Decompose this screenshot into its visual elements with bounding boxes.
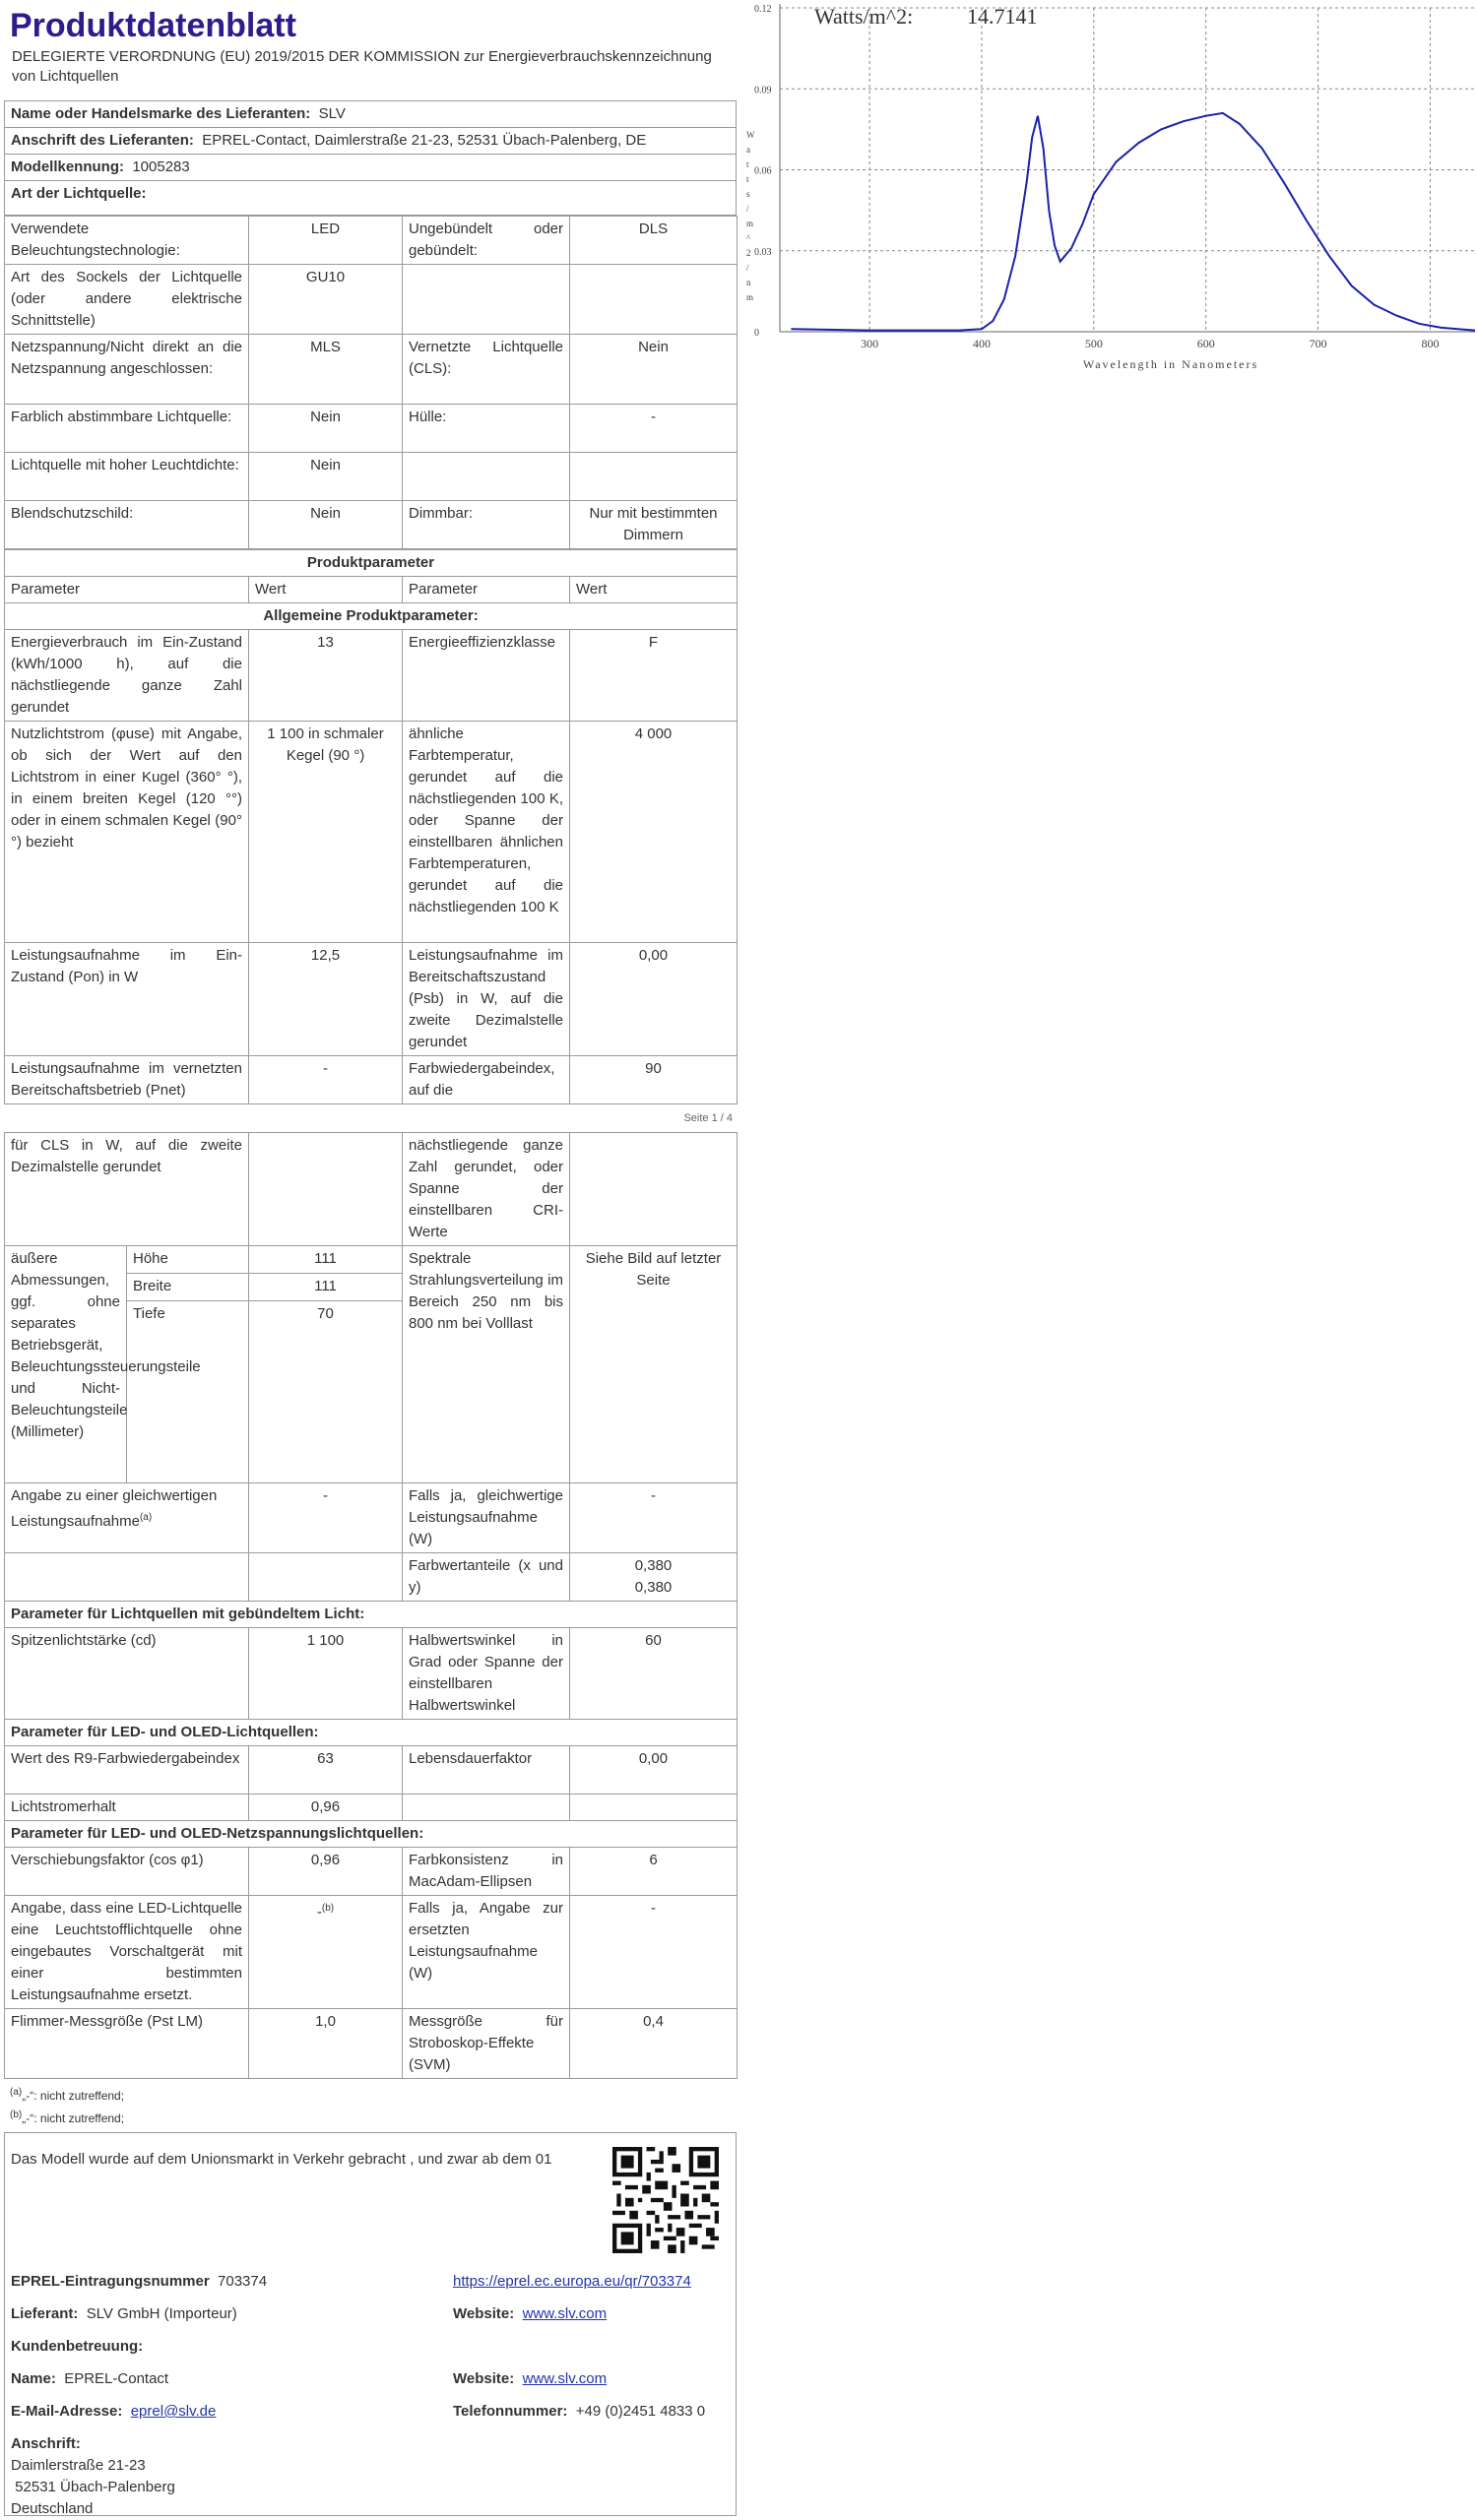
param-label (5, 1553, 249, 1602)
y-tick-label: 0 (754, 328, 759, 339)
param-label: Energieverbrauch im Ein-Zustand (kWh/1000 h), auf die nächstliegende ganze Zahl gerundet (5, 630, 249, 722)
param-value: 63 (249, 1746, 403, 1795)
address-line-2: 52531 Übach-Palenberg (11, 2479, 175, 2495)
param-label: ähnliche Farbtemperatur, gerundet auf die nächstliegenden 100 K, oder Spanne der einstellbaren ähnlichen Farbtemperaturen, gerundet auf die nächstliegenden 100 K (403, 722, 570, 943)
table-row (5, 265, 738, 335)
param-value (570, 1133, 738, 1246)
param-label: Leistungsaufnahme im Ein-Zustand (Pon) in W (5, 943, 249, 1056)
x-tick-label: 800 (1421, 337, 1440, 350)
spectral-value: Siehe Bild auf letzter Seite (570, 1246, 738, 1483)
column-header: Wert (249, 577, 403, 603)
dimensions-label: äußere Abmessungen, ggf. ohne separates Betriebsgerät, Beleuchtungssteuerungsteile und Nicht-Beleuchtungsteile (Millimeter) (5, 1246, 127, 1483)
param-label: Spitzenlichtstärke (cd) (5, 1628, 249, 1720)
type-label: Farblich abstimmbare Lichtquelle: (5, 405, 249, 453)
depth-label: Tiefe (127, 1301, 249, 1483)
y-label-letter: 2 (746, 248, 751, 258)
table-row (5, 1483, 738, 1553)
table-row (5, 630, 738, 722)
param-label: Messgröße für Stroboskop-Effekte (SVM) (403, 2009, 570, 2079)
param-value: - (570, 1896, 738, 2009)
y-label-letter: n (746, 278, 751, 287)
table-row (5, 722, 738, 943)
y-label-letter: t (746, 159, 749, 169)
table-row (5, 217, 738, 265)
param-value: 1 100 in schmaler Kegel (90 °) (249, 722, 403, 943)
param-label: nächstliegende ganze Zahl gerundet, oder Spanne der einstellbaren CRI-Werte (403, 1133, 570, 1246)
type-table (4, 216, 738, 549)
type-value: MLS (249, 335, 403, 405)
y-label-letter: ^ (746, 233, 751, 243)
param-label (5, 1483, 249, 1553)
table-row (5, 1746, 738, 1795)
param-value (249, 1133, 403, 1246)
table-row (5, 943, 738, 1056)
param-value: 0,00 (570, 1746, 738, 1795)
supplier-table (4, 100, 737, 216)
x-tick-label: 500 (1084, 337, 1103, 350)
param-label: Angabe, dass eine LED-Lichtquelle eine Leuchtstofflichtquelle ohne eingebautes Vorschaltgerät mit einer bestimmten Leistungsaufnahme ersetzt. (5, 1896, 249, 2009)
x-tick-label: 700 (1309, 337, 1327, 350)
type-label: Vernetzte Lichtquelle (CLS): (403, 335, 570, 405)
chart-grid (780, 8, 1475, 332)
chart-title: Watts/m^2: (814, 4, 914, 29)
contact-box (4, 2132, 737, 2516)
type-value: LED (249, 217, 403, 265)
footnote-b (10, 2106, 731, 2128)
type-value: Nein (249, 405, 403, 453)
led-title: Parameter für LED- und OLED-Lichtquellen: (5, 1720, 738, 1746)
param-value: 1,0 (249, 2009, 403, 2079)
customer-service-label: Kundenbetreuung: (11, 2338, 144, 2355)
param-value (249, 1896, 403, 2009)
type-heading: Art der Lichtquelle: (5, 181, 737, 216)
supplier-address-value: EPREL-Contact, Daimlerstraße 21-23, 52531 Übach-Palenberg, DE (202, 132, 647, 149)
y-axis-label (746, 130, 755, 302)
phone-row (453, 2403, 705, 2420)
column-header: Parameter (403, 577, 570, 603)
y-label-letter: s (746, 189, 750, 199)
type-label: Lichtquelle mit hoher Leuchtdichte: (5, 453, 249, 501)
qr-code[interactable] (612, 2147, 719, 2253)
phone-value: +49 (0)2451 4833 0 (575, 2403, 706, 2420)
type-value (570, 265, 738, 335)
eprel-row (11, 2273, 267, 2290)
depth-value: 70 (249, 1301, 403, 1483)
param-value: 1 100 (249, 1628, 403, 1720)
type-value: GU10 (249, 265, 403, 335)
supplier-address-row (5, 128, 737, 155)
param-value: 13 (249, 630, 403, 722)
param-label: Energieeffizienzklasse (403, 630, 570, 722)
supplier-address-label: Anschrift des Lieferanten: (11, 132, 194, 149)
param-value: F (570, 630, 738, 722)
address-line-1: Daimlerstraße 21-23 (11, 2457, 146, 2474)
supplier-label: Lieferant: (11, 2305, 79, 2322)
table-row (5, 1246, 738, 1274)
param-label: Leistungsaufnahme im vernetzten Bereitschaftsbetrieb (Pnet) (5, 1056, 249, 1104)
model-value: 1005283 (132, 158, 190, 175)
table-row (5, 405, 738, 453)
param-label: Leistungsaufnahme im Bereitschaftszustand (Psb) in W, auf die zweite Dezimalstelle gerundet (403, 943, 570, 1056)
param-value: 4 000 (570, 722, 738, 943)
type-value: Nein (249, 453, 403, 501)
mls-title: Parameter für LED- und OLED-Netzspannungslichtquellen: (5, 1821, 738, 1848)
footnote-text: „-“: nicht zutreffend; (22, 2111, 125, 2125)
page-number: Seite 1 / 4 (683, 1112, 733, 1124)
table-row (5, 1848, 738, 1896)
email-label: E-Mail-Adresse: (11, 2403, 123, 2420)
supplier-name-label: Name oder Handelsmarke des Lieferanten: (11, 105, 311, 122)
y-tick-label: 0.03 (754, 246, 772, 258)
column-header: Wert (570, 577, 738, 603)
y-tick-label: 0.06 (754, 165, 772, 177)
email-row (11, 2403, 216, 2420)
y-label-letter: m (746, 292, 754, 302)
param-label: Nutzlichtstrom (φuse) mit Angabe, ob sich der Wert auf den Lichtstrom in einer Kugel (360° °), in einem breiten Kegel (120 °°) oder in einem schmalen Kegel (90° °) bezieht (5, 722, 249, 943)
param-value: 90 (570, 1056, 738, 1104)
type-value: DLS (570, 217, 738, 265)
mls-value-dash: - (316, 1904, 322, 1921)
page-title: Produktdatenblatt (10, 7, 296, 44)
param-value: 60 (570, 1628, 738, 1720)
address-line-3: Deutschland (11, 2500, 94, 2517)
type-value: Nur mit bestimmten Dimmern (570, 501, 738, 549)
type-value: Nein (249, 501, 403, 549)
model-label: Modellkennung: (11, 158, 124, 175)
param-label (403, 1795, 570, 1821)
param-label: Falls ja, Angabe zur ersetzten Leistungsaufnahme (W) (403, 1896, 570, 2009)
contact-name-label: Name: (11, 2370, 56, 2387)
param-value: - (249, 1056, 403, 1104)
param-value: 6 (570, 1848, 738, 1896)
param-value: - (249, 1483, 403, 1553)
param-label: für CLS in W, auf die zweite Dezimalstelle gerundet (5, 1133, 249, 1246)
height-value: 111 (249, 1246, 403, 1274)
table-row (5, 453, 738, 501)
column-header: Parameter (5, 577, 249, 603)
supplier-row (11, 2305, 237, 2322)
param-value: 0,00 (570, 943, 738, 1056)
param-label: Farbwertanteile (x und y) (403, 1553, 570, 1602)
model-row (5, 155, 737, 181)
supplier-value: SLV GmbH (Importeur) (86, 2305, 237, 2322)
website-link[interactable]: www.slv.com (522, 2305, 608, 2322)
y-label-letter: / (746, 204, 749, 214)
table-row (5, 2009, 738, 2079)
type-label: Dimmbar: (403, 501, 570, 549)
footnotes (4, 2079, 737, 2132)
type-label: Ungebündelt oder gebündelt: (403, 217, 570, 265)
type-label: Netzspannung/Nicht direkt an die Netzspannung angeschlossen: (5, 335, 249, 405)
website-row (453, 2305, 607, 2322)
chromaticity-x: 0,380 (634, 1557, 673, 1574)
type-value: Nein (570, 335, 738, 405)
x-tick-label: 400 (972, 337, 991, 350)
param-label: Wert des R9-Farbwiedergabeindex (5, 1746, 249, 1795)
x-tick-label: 300 (861, 337, 879, 350)
parameters-table (4, 549, 738, 1104)
website2-link[interactable]: www.slv.com (522, 2370, 608, 2387)
footnote-a (10, 2083, 731, 2106)
datasheet (4, 0, 737, 2516)
type-label (403, 265, 570, 335)
spectral-label: Spektrale Strahlungsverteilung im Bereich 250 nm bis 800 nm bei Volllast (403, 1246, 570, 1483)
directional-title: Parameter für Lichtquellen mit gebündeltem Licht: (5, 1602, 738, 1628)
table-row (5, 1795, 738, 1821)
email-link[interactable]: eprel@slv.de (130, 2403, 217, 2420)
supplier-name-row (5, 101, 737, 128)
param-value: 0,96 (249, 1848, 403, 1896)
type-label: Blendschutzschild: (5, 501, 249, 549)
y-label-letter: t (746, 174, 749, 184)
chart-title-value: 14.7141 (967, 4, 1038, 29)
param-label: Falls ja, gleichwertige Leistungsaufnahme (W) (403, 1483, 570, 1553)
param-label: Farbwiedergabeindex, auf die (403, 1056, 570, 1104)
chromaticity-y: 0,380 (634, 1579, 673, 1596)
param-value: 0,96 (249, 1795, 403, 1821)
equiv-label: Angabe zu einer gleichwertigen Leistungsaufnahme (11, 1487, 218, 1530)
width-value: 111 (249, 1274, 403, 1301)
footnote-mark: (a) (139, 1512, 153, 1523)
y-label-letter: m (746, 219, 754, 228)
table-row (5, 1896, 738, 2009)
parameters-title: Produktparameter (5, 550, 738, 577)
param-value: - (570, 1483, 738, 1553)
y-tick-label: 0.09 (754, 85, 772, 96)
contact-name-value: EPREL-Contact (64, 2370, 169, 2387)
type-label: Verwendete Beleuchtungstechnologie: (5, 217, 249, 265)
market-text: Das Modell wurde auf dem Unionsmarkt in Verkehr gebracht , und zwar ab dem 01 (11, 2151, 552, 2168)
spectrum-chart (740, 0, 1477, 374)
type-value (570, 453, 738, 501)
table-row (5, 335, 738, 405)
website-label: Website: (453, 2305, 515, 2322)
type-label: Hülle: (403, 405, 570, 453)
eprel-link[interactable]: https://eprel.ec.europa.eu/qr/703374 (453, 2273, 691, 2290)
parameters-table-continued (4, 1132, 738, 2079)
supplier-name-value: SLV (318, 105, 346, 122)
param-value: 0,4 (570, 2009, 738, 2079)
width-label: Breite (127, 1274, 249, 1301)
param-label: Lichtstromerhalt (5, 1795, 249, 1821)
table-row (5, 1056, 738, 1104)
y-label-letter: W (746, 130, 755, 140)
regulation-text: DELEGIERTE VERORDNUNG (EU) 2019/2015 DER KOMMISSION zur Energieverbrauchskennzeichnung von Lichtquellen (12, 48, 712, 85)
website2-row (453, 2370, 607, 2387)
param-value (570, 1795, 738, 1821)
series-line (791, 113, 1475, 331)
param-label: Halbwertswinkel in Grad oder Spanne der einstellbaren Halbwertswinkel (403, 1628, 570, 1720)
table-row (5, 501, 738, 549)
param-label: Verschiebungsfaktor (cos φ1) (5, 1848, 249, 1896)
footnote-mark: (b) (321, 1903, 335, 1914)
param-label: Lebensdauerfaktor (403, 1746, 570, 1795)
general-params-title: Allgemeine Produktparameter: (5, 603, 738, 630)
phone-label: Telefonnummer: (453, 2403, 568, 2420)
eprel-label: EPREL-Eintragungsnummer (11, 2273, 210, 2290)
param-value (570, 1553, 738, 1602)
y-label-letter: a (746, 145, 750, 155)
y-tick-label: 0.12 (754, 4, 772, 15)
address-label: Anschrift: (11, 2435, 81, 2452)
type-label (403, 453, 570, 501)
eprel-value: 703374 (218, 2273, 268, 2290)
param-value: 12,5 (249, 943, 403, 1056)
type-label: Art des Sockels der Lichtquelle (oder andere elektrische Schnittstelle) (5, 265, 249, 335)
website2-label: Website: (453, 2370, 515, 2387)
footnote-mark: (a) (10, 2087, 23, 2098)
x-tick-label: 600 (1196, 337, 1215, 350)
contact-name-row (11, 2370, 168, 2387)
param-label: Flimmer-Messgröße (Pst LM) (5, 2009, 249, 2079)
y-label-letter: / (746, 263, 749, 273)
table-row (5, 1133, 738, 1246)
footnote-mark: (b) (10, 2110, 23, 2120)
param-value (249, 1553, 403, 1602)
x-axis-label: Wavelength in Nanometers (1082, 357, 1259, 371)
table-row (5, 1628, 738, 1720)
param-label: Farbkonsistenz in MacAdam-Ellipsen (403, 1848, 570, 1896)
footnote-text: „-“: nicht zutreffend; (22, 2089, 125, 2103)
height-label: Höhe (127, 1246, 249, 1274)
table-row (5, 1553, 738, 1602)
type-value: - (570, 405, 738, 453)
eprel-row-link (453, 2273, 691, 2290)
